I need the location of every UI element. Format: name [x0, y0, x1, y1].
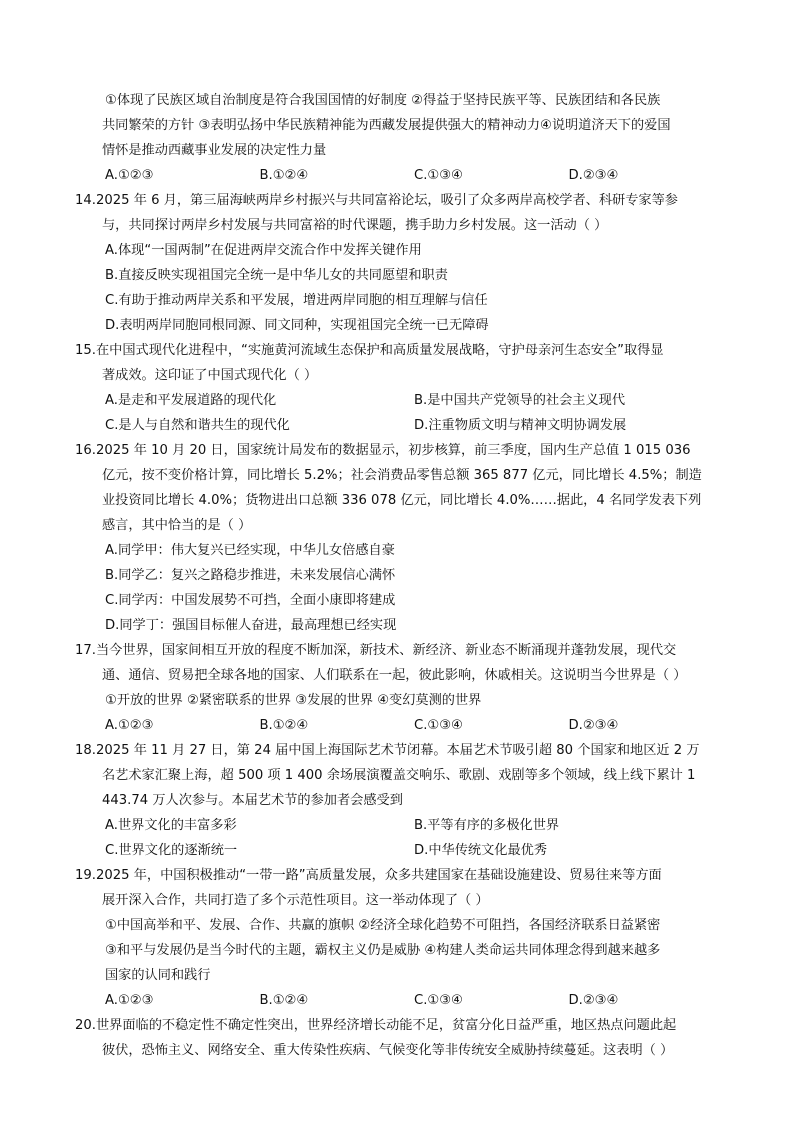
question-stem: 感言，其中恰当的是（ ） [102, 518, 252, 533]
option-d[interactable]: D.注重物质文明与精神文明协调发展 [414, 418, 627, 433]
option-d[interactable]: D.②③④ [568, 993, 619, 1008]
option-a[interactable]: A.是走和平发展道路的现代化 [105, 393, 277, 408]
options-row [102, 838, 723, 863]
option-b[interactable]: B.同学乙：复兴之路稳步推进，未来发展信心满怀 [105, 568, 396, 583]
question-stem: 亿元，按不变价格计算，同比增长 5.2%；社会消费品零售总额 365 877 亿元，同比增长 4.5%；制造 [102, 468, 702, 483]
question-stem: 业投资同比增长 4.0%；货物进出口总额 336 078 亿元，同比增长 4.0%……据此，4 名同学发表下列 [102, 493, 702, 508]
question-stem: 19.2025 年，中国积极推动“一带一路”高质量发展，众多共建国家在基础设施建设、贸易往来等方面 [75, 868, 662, 883]
option-c[interactable]: C.世界文化的逐渐统一 [105, 843, 238, 858]
choice-line: ①中国高举和平、发展、合作、共赢的旗帜 ②经济全球化趋势不可阻挡，各国经济联系日益紧密 [105, 918, 661, 933]
question-stem: 著成效。这印证了中国式现代化（ ） [102, 368, 318, 383]
choice-line: 情怀是推动西藏事业发展的决定性力量 [102, 143, 327, 158]
question-stem: 与，共同探讨两岸乡村发展与共同富裕的时代课题，携手助力乡村发展。这一活动（ ） [102, 218, 608, 233]
option-a[interactable]: A.①②③ [105, 168, 154, 183]
option-b[interactable]: B.是中国共产党领导的社会主义现代 [414, 393, 626, 408]
option-d[interactable]: D.表明两岸同胞同根同源、同文同种，实现祖国完全统一已无障碍 [105, 318, 489, 333]
question-stem: 443.74 万人次参与。本届艺术节的参加者会感受到 [102, 793, 403, 808]
options-row [102, 163, 723, 188]
option-b[interactable]: B.①②④ [259, 993, 309, 1008]
option-a[interactable]: A.同学甲：伟大复兴已经实现，中华儿女倍感自豪 [105, 543, 395, 558]
question-stem: 名艺术家汇聚上海，超 500 项 1 400 余场展演覆盖交响乐、歌剧、戏剧等多个领域，线上线下累计 1 [102, 768, 696, 783]
option-d[interactable]: D.中华传统文化最优秀 [414, 843, 548, 858]
question-stem: 20.世界面临的不稳定性不确定性突出，世界经济增长动能不足，贫富分化日益严重，地区热点问题此起 [75, 1018, 677, 1033]
options-row [102, 413, 723, 438]
options-row [102, 813, 723, 838]
option-d[interactable]: D.②③④ [568, 718, 619, 733]
question-stem: 16.2025 年 10 月 20 日，国家统计局发布的数据显示，初步核算，前三季度，国内生产总值 1 015 036 [75, 443, 691, 458]
question-stem: 通、通信、贸易把全球各地的国家、人们联系在一起，彼此影响，休戚相关。这说明当今世界是（ ） [102, 668, 687, 683]
choice-line: ①体现了民族区域自治制度是符合我国国情的好制度 ②得益于坚持民族平等、民族团结和各民族 [105, 93, 661, 108]
option-c[interactable]: C.①③④ [414, 993, 463, 1008]
question-20 [75, 1013, 723, 1063]
option-d[interactable]: D.同学丁：强国目标催人奋进，最高理想已经实现 [105, 618, 397, 633]
option-c[interactable]: C.①③④ [414, 718, 463, 733]
question-stem: 彼伏，恐怖主义、网络安全、重大传染性疾病、气候变化等非传统安全威胁持续蔓延。这表明（ ） [102, 1043, 674, 1058]
question-17 [75, 638, 723, 738]
question-15 [75, 338, 723, 438]
option-d[interactable]: D.②③④ [568, 168, 619, 183]
option-a[interactable]: A.体现“一国两制”在促进两岸交流合作中发挥关键作用 [105, 243, 422, 258]
option-b[interactable]: B.直接反映实现祖国完全统一是中华儿女的共同愿望和职责 [105, 268, 448, 283]
question-13 [102, 88, 723, 188]
choice-line: 共同繁荣的方针 ③表明弘扬中华民族精神能为西藏发展提供强大的精神动力④说明道济天下的爱国 [102, 118, 671, 133]
option-c[interactable]: C.①③④ [414, 168, 463, 183]
choice-line: ①开放的世界 ②紧密联系的世界 ③发展的世界 ④变幻莫测的世界 [105, 693, 482, 708]
option-b[interactable]: B.①②④ [259, 168, 309, 183]
option-c[interactable]: C.是人与自然和谐共生的现代化 [105, 418, 290, 433]
option-a[interactable]: A.世界文化的丰富多彩 [105, 818, 237, 833]
option-c[interactable]: C.有助于推动两岸关系和平发展，增进两岸同胞的相互理解与信任 [105, 293, 488, 308]
options-row [102, 388, 723, 413]
question-18 [75, 738, 723, 863]
question-14 [75, 188, 723, 338]
choice-line: ③和平与发展仍是当今时代的主题，霸权主义仍是威胁 ④构建人类命运共同体理念得到越来越多 [105, 943, 661, 958]
question-19 [75, 863, 723, 1013]
question-stem: 展开深入合作，共同打造了多个示范性项目。这一举动体现了（ ） [102, 893, 489, 908]
option-a[interactable]: A.①②③ [105, 718, 154, 733]
option-b[interactable]: B.平等有序的多极化世界 [414, 818, 560, 833]
options-row [102, 988, 723, 1013]
option-a[interactable]: A.①②③ [105, 993, 154, 1008]
option-b[interactable]: B.①②④ [259, 718, 309, 733]
choice-line: 国家的认同和践行 [105, 968, 211, 983]
options-row [102, 713, 723, 738]
question-stem: 15.在中国式现代化进程中，“实施黄河流域生态保护和高质量发展战略，守护母亲河生态安全”取得显 [75, 343, 664, 358]
question-stem: 18.2025 年 11 月 27 日，第 24 届中国上海国际艺术节闭幕。本届艺术节吸引超 80 个国家和地区近 2 万 [75, 743, 700, 758]
question-stem: 17.当今世界，国家间相互开放的程度不断加深，新技术、新经济、新业态不断涌现并蓬勃发展，现代交 [75, 643, 677, 658]
question-stem: 14.2025 年 6 月，第三届海峡两岸乡村振兴与共同富裕论坛，吸引了众多两岸高校学者、科研专家等参 [75, 193, 678, 208]
question-16 [75, 438, 723, 638]
option-c[interactable]: C.同学丙：中国发展势不可挡，全面小康即将建成 [105, 593, 396, 608]
